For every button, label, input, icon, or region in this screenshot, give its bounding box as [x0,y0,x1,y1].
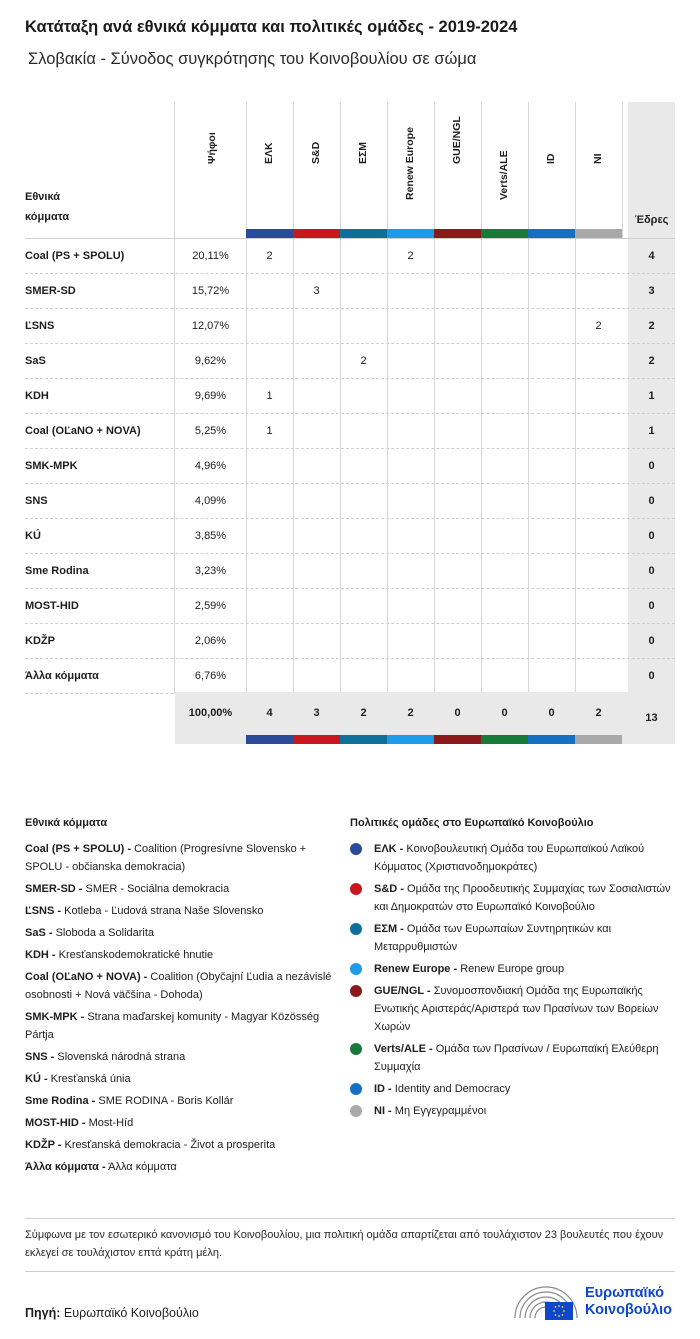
column-divider [246,344,247,379]
total-group-seats: 2 [595,707,602,719]
column-divider [387,414,388,449]
legend-group-abbr: ΕΣΜ - [374,923,404,935]
votes-value: 9,62% [194,355,227,367]
footnote: Σύμφωνα με τον εσωτερικό κανονισμό του Κοινοβουλίου, μια πολιτική ομάδα απαρτίζεται από τουλάχιστον 23 βουλευτές που έχουν εκλεγεί σε τουλάχιστον επτά κράτη μέλη. [25,1229,664,1259]
logo-line1: Ευρωπαϊκό [585,1285,665,1301]
legend-party-abbr: SMER-SD - [25,883,83,895]
column-divider [387,449,388,484]
group-color-dot-icon [350,1083,362,1095]
results-table [25,102,675,744]
column-divider [246,309,247,344]
column-divider [575,239,576,274]
group-header-label: ΕΛΚ [263,142,275,164]
total-group-seats: 0 [501,707,508,719]
column-divider [481,484,482,519]
legend-group-abbr: Renew Europe - [374,963,458,975]
table-row [25,309,675,344]
column-divider [293,624,294,659]
group-color-bar [340,735,387,744]
column-divider [293,659,294,694]
legend-party-item [25,1114,335,1132]
column-divider [340,309,341,344]
column-divider [246,624,247,659]
column-divider [246,484,247,519]
legend-group-item [350,880,675,916]
column-divider [481,344,482,379]
legend-party-abbr: Άλλα κόμματα - [25,1161,106,1173]
group-seat-value: 2 [360,355,367,367]
footnote-divider-top [25,1218,675,1219]
seats-value: 2 [648,355,655,367]
table-row [25,519,675,554]
legend-group-abbr: ΕΛΚ - [374,843,404,855]
party-name: Άλλα κόμματα [25,670,99,682]
column-divider [481,274,482,309]
group-header-label: GUE/NGL [451,116,463,164]
legend-parties-title: Εθνικά κόμματα [25,817,108,829]
party-name: SaS [25,355,46,367]
votes-value: 2,59% [194,600,227,612]
party-header-line2: κόμματα [25,211,70,223]
column-divider [434,344,435,379]
seats-value: 0 [648,600,655,612]
group-seat-value: 1 [266,425,273,437]
total-group-seats: 4 [266,707,273,719]
column-divider [434,102,435,238]
column-divider [387,554,388,589]
column-divider [575,379,576,414]
legend-party-item [25,880,335,898]
group-color-bar [340,229,387,238]
legend-party-item [25,1158,335,1176]
group-seat-value: 1 [266,390,273,402]
legend-party-name: SMER - Sociálna demokracia [85,883,230,895]
column-divider [340,659,341,694]
legend-party-name: Kotleba - Ľudová strana Naše Slovensko [64,905,264,917]
column-divider [434,659,435,694]
column-divider [434,309,435,344]
column-divider [481,624,482,659]
party-column-header [25,187,69,227]
votes-value: 5,25% [194,425,227,437]
column-divider [528,554,529,589]
legend-party-abbr: MOST-HID - [25,1117,86,1129]
seats-value: 0 [648,495,655,507]
legend-group-abbr: GUE/NGL - [374,985,431,997]
total-group-seats: 0 [548,707,555,719]
column-divider [434,589,435,624]
group-color-dot-icon [350,843,362,855]
column-divider [575,484,576,519]
group-color-dot-icon [350,923,362,935]
seats-value: 0 [648,670,655,682]
column-divider [387,344,388,379]
column-divider [434,519,435,554]
seats-value: 0 [648,460,655,472]
legend-group-abbr: Verts/ALE - [374,1043,433,1055]
legend-groups-title: Πολιτικές ομάδες στο Ευρωπαϊκό Κοινοβούλιο [350,817,594,829]
votes-column-header: Ψήφοι [206,132,218,164]
column-divider [575,344,576,379]
party-name: KDH [25,390,49,402]
column-divider [293,554,294,589]
logo-wordmark [585,1285,672,1319]
total-seats: 13 [645,712,658,724]
column-divider [174,102,175,238]
legend-party-item [25,1092,335,1110]
column-divider [528,589,529,624]
table-row [25,414,675,449]
column-divider [481,659,482,694]
legend-party-name: Most-Híd [88,1117,134,1129]
column-divider [434,449,435,484]
column-divider [575,624,576,659]
source-label: Πηγή: [25,1306,61,1320]
group-header-label: ID [545,153,557,164]
column-divider [528,449,529,484]
party-header-line1: Εθνικά [25,191,60,203]
legend-party-name: Slovenská národná strana [57,1051,186,1063]
group-header-label: S&D [310,141,322,164]
legend-party-item [25,946,335,964]
legend-group-item [350,960,675,978]
column-divider [293,449,294,484]
party-name: Coal (PS + SPOLU) [25,250,125,262]
group-header-label: Verts/ALE [498,150,510,200]
group-color-bar [246,229,293,238]
table-row [25,449,675,484]
column-divider [387,519,388,554]
source-line [25,1306,199,1320]
party-name: SMK-MPK [25,460,78,472]
column-divider [340,414,341,449]
legend-party-abbr: KDŽP - [25,1139,62,1151]
total-group-seats: 0 [454,707,461,719]
legend-group-name: Συνομοσπονδιακή Ομάδα της Ευρωπαϊκής Ενωτικής Αριστεράς/Αριστερά των Πρασίνων των Βορείων Χωρών [374,985,659,1033]
legend-party-abbr: SNS - [25,1051,55,1063]
column-divider [293,344,294,379]
total-row [175,692,675,744]
column-divider [528,624,529,659]
group-color-dot-icon [350,883,362,895]
party-name: Sme Rodina [25,565,89,577]
column-divider [246,274,247,309]
column-divider [387,379,388,414]
legend-party-abbr: SaS - [25,927,53,939]
column-divider [575,102,576,238]
page-subtitle: Σλοβακία - Σύνοδος συγκρότησης του Κοινοβουλίου σε σώμα [28,50,477,68]
column-divider [575,659,576,694]
seats-value: 1 [648,425,655,437]
table-row [25,624,675,659]
column-divider [434,379,435,414]
group-color-bar [293,229,340,238]
column-divider [387,274,388,309]
group-header-label: ΕΣΜ [357,141,369,164]
votes-value: 3,23% [194,565,227,577]
legend-party-abbr: KÚ - [25,1073,48,1085]
column-divider [528,484,529,519]
table-row [25,239,675,274]
seats-value: 2 [648,320,655,332]
seats-value: 0 [648,565,655,577]
legend-party-name: Kresťanskodemokratické hnutie [58,949,214,961]
column-divider [434,624,435,659]
column-divider [434,484,435,519]
logo-line2: Κοινοβούλιο [585,1302,673,1318]
column-divider [434,554,435,589]
seats-value: 1 [648,390,655,402]
legend-group-item [350,1040,675,1076]
table-row [25,554,675,589]
legend-party-item [25,840,335,876]
column-divider [481,589,482,624]
footnote-divider-bottom [25,1271,675,1272]
seats-value: 3 [648,285,655,297]
legend-party-abbr: Coal (OĽaNO + NOVA) - [25,971,148,983]
column-divider [434,274,435,309]
column-divider [528,659,529,694]
legend-group-item [350,982,675,1036]
column-divider [528,379,529,414]
party-name: SNS [25,495,48,507]
party-name: Coal (OĽaNO + NOVA) [25,425,141,437]
group-color-dot-icon [350,985,362,997]
legend-party-abbr: SMK-MPK - [25,1011,85,1023]
column-divider [528,414,529,449]
table-row [25,274,675,309]
column-divider [481,379,482,414]
source-text: Ευρωπαϊκό Κοινοβούλιο [63,1306,199,1320]
column-divider [293,102,294,238]
group-color-bar [387,229,434,238]
legend-group-name: Ομάδα των Ευρωπαίων Συντηρητικών και Μεταρρυθμιστών [374,923,612,953]
party-name: KDŽP [25,635,55,647]
votes-value: 3,85% [194,530,227,542]
group-color-bar [434,735,481,744]
votes-value: 20,11% [192,250,229,262]
votes-value: 6,76% [194,670,227,682]
column-divider [575,449,576,484]
legend-party-abbr: KDH - [25,949,56,961]
column-divider [293,484,294,519]
column-divider [340,102,341,238]
column-divider [246,519,247,554]
legend-party-name: Sloboda a Solidarita [55,927,155,939]
column-divider [575,589,576,624]
column-divider [481,309,482,344]
column-divider [246,102,247,238]
column-divider [340,449,341,484]
party-name: KÚ [25,530,41,542]
legend-national-parties [25,817,335,1180]
group-color-bar [575,229,622,238]
group-seat-value: 2 [266,250,273,262]
group-header-label: NI [592,153,604,164]
legend-group-name: Identity and Democracy [394,1083,511,1095]
column-divider [528,309,529,344]
column-divider [434,239,435,274]
total-group-seats: 2 [407,707,414,719]
column-divider [340,484,341,519]
legend-party-abbr: Coal (PS + SPOLU) - [25,843,132,855]
column-divider [340,589,341,624]
european-parliament-logo [513,1284,677,1322]
table-row [25,659,675,694]
legend-party-name: Kresťanská demokracia - Život a prosperita [64,1139,276,1151]
votes-value: 2,06% [194,635,227,647]
seats-column-header: Έδρες [634,214,669,226]
column-divider [387,309,388,344]
group-seat-value: 2 [595,320,602,332]
column-divider [340,624,341,659]
column-divider [293,589,294,624]
party-name: SMER-SD [25,285,76,297]
legend-group-abbr: NI - [374,1105,392,1117]
column-divider [528,274,529,309]
table-row [25,379,675,414]
parliament-hemicycle-icon [513,1284,579,1320]
legend-party-abbr: Sme Rodina - [25,1095,96,1107]
legend-party-name: Άλλα κόμματα [108,1161,177,1173]
seats-value: 4 [648,250,655,262]
group-color-bar [481,735,528,744]
group-header-label: Renew Europe [404,127,416,200]
group-color-dot-icon [350,1043,362,1055]
legend-party-name: Strana maďarskej komunity - Magyar Közösség Pártja [25,1011,320,1041]
column-divider [387,484,388,519]
legend-group-item [350,1080,675,1098]
column-divider [340,239,341,274]
group-color-bar [246,735,293,744]
legend-group-name: Κοινοβουλευτική Ομάδα του Ευρωπαϊκού Λαϊκού Κόμματος (Χριστιανοδημοκράτες) [374,843,645,873]
column-divider [622,102,623,238]
column-divider [481,239,482,274]
total-group-seats: 2 [360,707,367,719]
legend-party-abbr: ĽSNS - [25,905,62,917]
group-color-bar [387,735,434,744]
column-divider [293,519,294,554]
legend-political-groups [350,817,675,1124]
column-divider [340,274,341,309]
column-divider [528,344,529,379]
total-votes: 100,00% [188,707,233,719]
column-divider [575,414,576,449]
legend-party-item [25,1136,335,1154]
page-title: Κατάταξη ανά εθνικά κόμματα και πολιτικές ομάδες - 2019-2024 [25,18,518,36]
column-divider [387,659,388,694]
votes-value: 15,72% [191,285,230,297]
legend-group-item [350,920,675,956]
column-divider [575,554,576,589]
column-divider [340,519,341,554]
column-divider [387,102,388,238]
column-divider [481,414,482,449]
votes-value: 12,07% [191,320,230,332]
column-divider [481,519,482,554]
table-row [25,484,675,519]
legend-party-item [25,1008,335,1044]
column-divider [434,414,435,449]
legend-group-name: Ομάδα της Προοδευτικής Συμμαχίας των Σοσιαλιστών και Δημοκρατών στο Ευρωπαϊκό Κοινοβούλιο [374,883,671,913]
column-divider [246,659,247,694]
group-color-dot-icon [350,963,362,975]
group-color-dot-icon [350,1105,362,1117]
legend-group-item [350,840,675,876]
column-divider [575,519,576,554]
votes-value: 9,69% [194,390,227,402]
legend-party-name: Coalition (Progresívne Slovensko + SPOLU - občianska demokracia) [25,843,307,873]
legend-party-name: SME RODINA - Boris Kollár [98,1095,234,1107]
legend-party-item [25,924,335,942]
column-divider [340,554,341,589]
column-divider [528,102,529,238]
legend-group-abbr: S&D - [374,883,404,895]
column-divider [528,519,529,554]
legend-party-item [25,1048,335,1066]
legend-group-abbr: ID - [374,1083,392,1095]
legend-group-item [350,1102,675,1120]
column-divider [293,379,294,414]
seats-value: 0 [648,635,655,647]
group-color-bar [481,229,528,238]
total-group-seats: 3 [313,707,320,719]
column-divider [293,309,294,344]
legend-party-name: Coalition (Obyčajní Ľudia a nezávislé osobnosti + Nová väčšina - Dohoda) [25,971,332,1001]
party-name: MOST-HID [25,600,79,612]
group-color-bar [528,229,575,238]
group-color-bar [293,735,340,744]
column-divider [246,554,247,589]
party-name: ĽSNS [25,320,55,332]
column-divider [340,379,341,414]
column-divider [481,102,482,238]
column-divider [528,239,529,274]
legend-party-item [25,968,335,1004]
column-divider [246,589,247,624]
column-divider [293,414,294,449]
column-divider [481,449,482,484]
legend-party-name: Kresťanská únia [50,1073,131,1085]
group-seat-value: 2 [407,250,414,262]
votes-value: 4,96% [194,460,227,472]
column-divider [293,239,294,274]
column-divider [575,274,576,309]
legend-group-name: Renew Europe group [460,963,565,975]
group-color-bar [528,735,575,744]
group-color-bar [434,229,481,238]
column-divider [246,449,247,484]
legend-party-item [25,902,335,920]
legend-party-item [25,1070,335,1088]
legend-group-name: Ομάδα των Πρασίνων / Ευρωπαϊκή Ελεύθερη Συμμαχία [374,1043,659,1073]
legend-group-name: Μη Εγγεγραμμένοι [394,1105,487,1117]
column-divider [481,554,482,589]
column-divider [387,589,388,624]
votes-value: 4,09% [194,495,227,507]
table-row [25,344,675,379]
column-divider [387,624,388,659]
table-row [25,589,675,624]
seats-value: 0 [648,530,655,542]
group-color-bar [575,735,622,744]
group-seat-value: 3 [313,285,320,297]
